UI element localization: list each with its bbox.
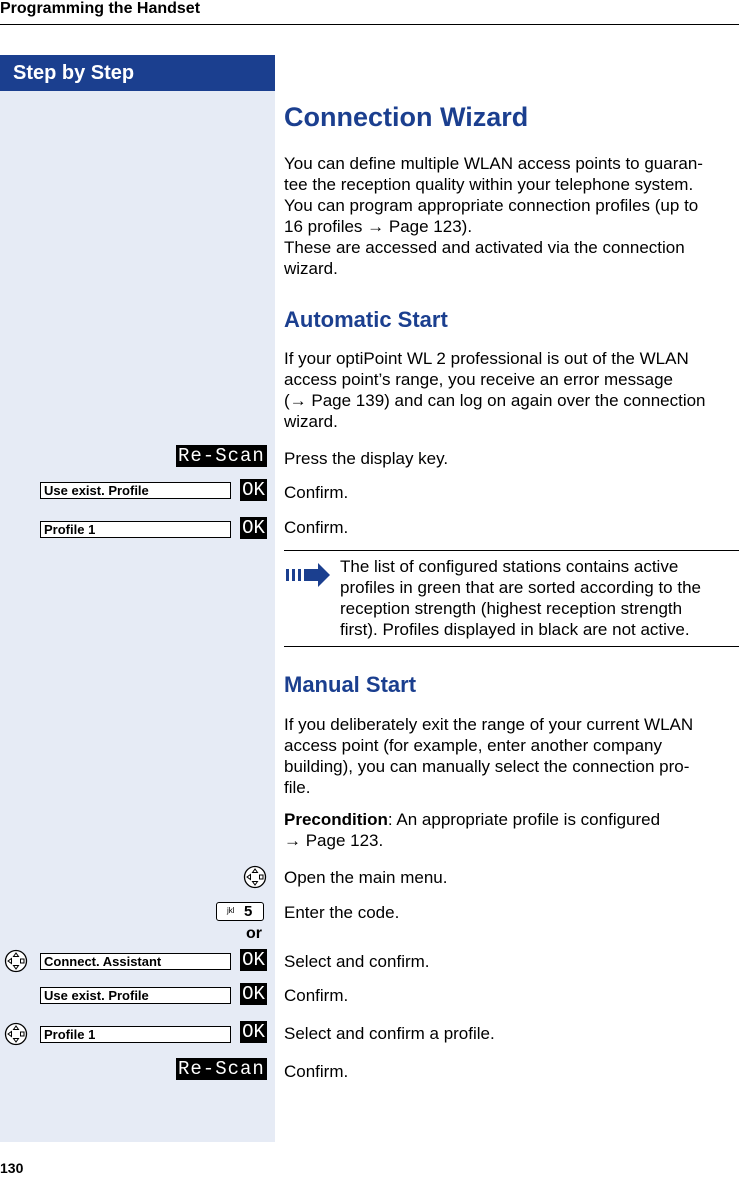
intro-paragraph: You can define multiple WLAN access points to guaran- tee the reception quality within your telephone system. You can program appropriate connection profiles (up to 16 profiles → Page 123). These are accessed and activated via the connection wizard. <box>284 154 703 278</box>
step-text: Confirm. <box>284 483 349 502</box>
note-bottom-rule <box>284 646 739 647</box>
display-connect-assistant: Connect. Assistant <box>40 953 231 970</box>
note-text: The list of configured stations contains active profiles in green that are sorted according to the reception strength (highest reception strength first). Profiles displayed in black are not active. <box>340 557 701 639</box>
ok-key[interactable]: OK <box>240 983 267 1005</box>
step-text: Select and confirm a profile. <box>284 1024 495 1043</box>
step-text: Confirm. <box>284 518 349 537</box>
header-divider <box>0 24 739 25</box>
note-top-rule <box>284 550 739 551</box>
step-text: Select and confirm. <box>284 952 430 971</box>
step-by-step-heading <box>0 55 275 91</box>
display-profile-1: Profile 1 <box>40 1026 231 1043</box>
step-by-step-label: Step by Step <box>13 62 135 84</box>
navigation-key-icon[interactable] <box>4 949 28 973</box>
automatic-start-paragraph: If your optiPoint WL 2 professional is out of the WLAN access point’s range, you receive an error message (→ Page 139) and can log on again over the connection wizard. <box>284 349 706 431</box>
manual-start-paragraph: If you deliberately exit the range of your current WLAN access point (for example, enter another company building), you can manually select the connection pro- file. <box>284 715 694 797</box>
ok-key[interactable]: OK <box>240 517 267 539</box>
display-profile-1: Profile 1 <box>40 521 231 538</box>
step-text: Enter the code. <box>284 903 400 922</box>
ok-key[interactable]: OK <box>240 479 267 501</box>
step-text: Press the display key. <box>284 449 449 468</box>
or-label: or <box>246 925 262 942</box>
navigation-key-icon[interactable] <box>243 865 267 889</box>
precondition: Precondition: An appropriate profile is configured → Page 123. <box>284 810 661 850</box>
step-by-step-column <box>0 55 275 1142</box>
navigation-key-icon[interactable] <box>4 1022 28 1046</box>
display-use-exist-profile: Use exist. Profile <box>40 482 231 499</box>
page-header-title: Programming the Handset <box>0 0 201 17</box>
ok-key[interactable]: OK <box>240 1021 267 1043</box>
key-5-icon[interactable]: jkl 5 <box>216 902 264 921</box>
ok-key[interactable]: OK <box>240 949 267 971</box>
page-number: 130 <box>0 1160 24 1176</box>
rescan-display-key[interactable]: Re-Scan <box>178 1058 265 1080</box>
rescan-display-key[interactable]: Re-Scan <box>178 445 265 467</box>
page-title: Connection Wizard <box>284 102 529 132</box>
note-arrow-icon <box>284 562 332 588</box>
display-use-exist-profile: Use exist. Profile <box>40 987 231 1004</box>
step-text: Open the main menu. <box>284 868 448 887</box>
manual-start-heading: Manual Start <box>284 672 417 697</box>
step-text: Confirm. <box>284 1062 349 1081</box>
step-text: Confirm. <box>284 986 349 1005</box>
automatic-start-heading: Automatic Start <box>284 307 448 332</box>
